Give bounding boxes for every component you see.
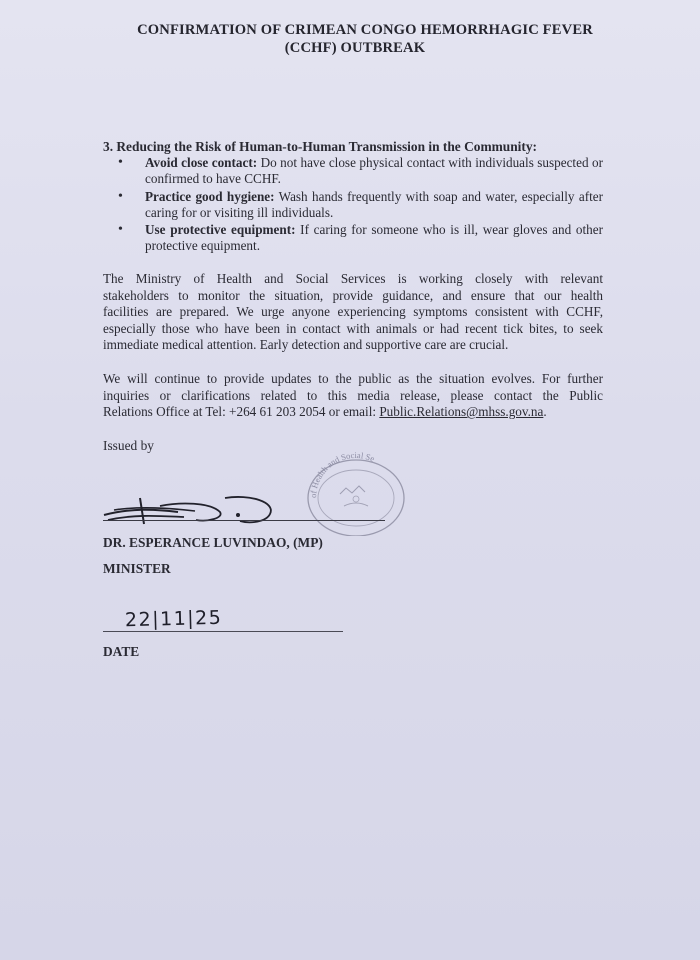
bullet-text: If caring for someone who is ill, wear gloves and other protective equipment.: [145, 222, 603, 254]
bullet-text: Wash hands frequently with soap and water, especially after caring for or visiting ill individuals.: [145, 188, 603, 220]
bullet-icon: •: [118, 155, 123, 170]
bullet-label: Use protective equipment:: [145, 222, 296, 238]
section-3-heading: 3. Reducing the Risk of Human-to-Human Transmission in the Community:: [103, 139, 538, 154]
ministry-stamp: [300, 446, 410, 536]
email-link[interactable]: Public.Relations@mhss.gov.na: [379, 404, 544, 420]
title-line-1: CONFIRMATION OF CRIMEAN CONGO HEMORRHAGIC FEVER: [137, 22, 593, 38]
issued-by-label: Issued by: [103, 438, 154, 453]
bullet-icon: •: [118, 222, 123, 238]
paragraph-line: stakeholders to monitor the situation, provide guidance, and ensure that our health: [103, 287, 603, 303]
bullet-item-hygiene: [118, 189, 603, 222]
ministry-statement-paragraph: [103, 271, 603, 354]
date-line: [103, 631, 343, 632]
signature: [100, 488, 285, 528]
handwritten-date: 22|11|25: [124, 606, 223, 632]
contact-period: .: [543, 404, 547, 420]
paragraph-line: especially those who have been in contact with animals or had recent tick bites, to seek: [103, 320, 603, 336]
bullet-icon: •: [118, 188, 123, 204]
bullet-label: Avoid close contact:: [145, 155, 258, 170]
bullet-item-protective-equipment: [118, 222, 603, 255]
paragraph-line: immediate medical attention. Early detection and supportive care are crucial.: [103, 337, 509, 353]
paragraph-line: inquiries or clarifications related to this media release, please contact the Public: [103, 387, 603, 403]
bullet-list: [118, 155, 603, 256]
bullet-item-avoid-contact: [118, 155, 603, 188]
contact-paragraph: [103, 371, 603, 421]
bullet-label: Practice good hygiene:: [145, 188, 275, 204]
date-label: DATE: [103, 644, 140, 659]
paragraph-line: We will continue to provide updates to the public as the situation evolves. For further: [103, 371, 603, 386]
contact-phone-text: Relations Office at Tel: +264 61 203 2054 or email:: [103, 404, 380, 420]
signature-line: [103, 520, 385, 521]
title-line-2: (CCHF) OUTBREAK: [284, 40, 426, 56]
paragraph-line: The Ministry of Health and Social Services is working closely with relevant: [103, 271, 603, 286]
signer-name: DR. ESPERANCE LUVINDAO, (MP): [103, 535, 323, 550]
signer-role: MINISTER: [103, 561, 171, 576]
document-title: [0, 21, 700, 57]
paragraph-line-contact: [103, 404, 603, 421]
bullet-text: Do not have close physical contact with individuals suspected or confirmed to have CCHF.: [145, 155, 603, 187]
svg-text:of Health and Social Se: of Health and Social Se: [307, 449, 377, 499]
paragraph-line: facilities are prepared. We urge anyone experiencing symptoms consistent with CCHF,: [103, 304, 603, 320]
